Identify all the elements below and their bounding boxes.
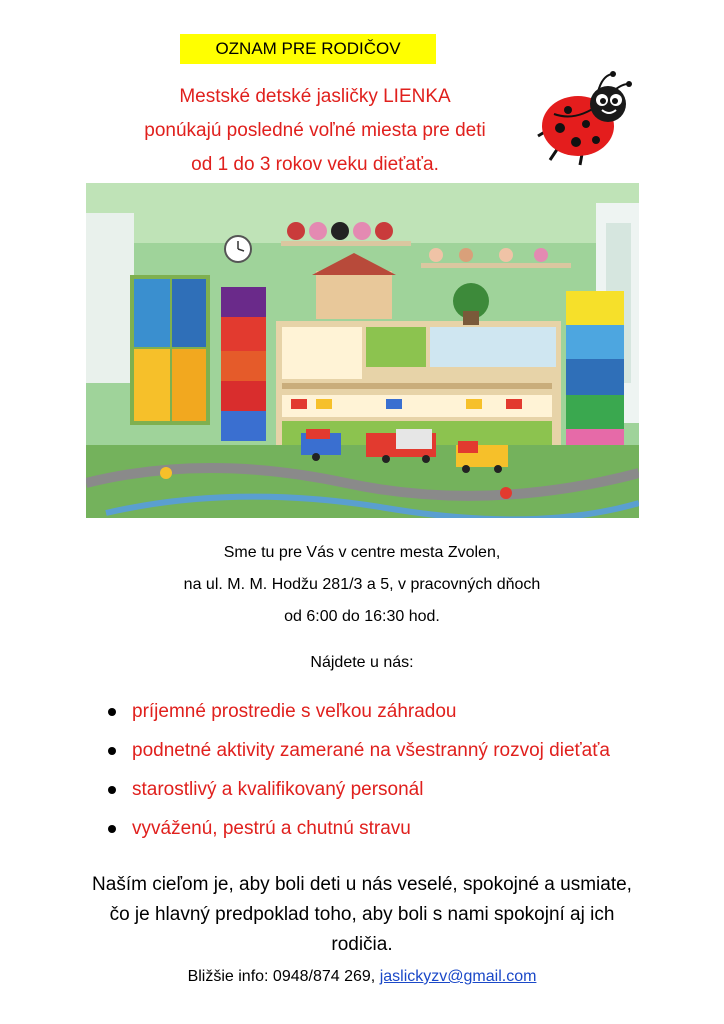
list-item: vyváženú, pestrú a chutnú stravu: [104, 813, 664, 844]
info-line-1: Sme tu pre Vás v centre mesta Zvolen,: [223, 544, 501, 561]
nursery-room-photo: [86, 183, 639, 518]
headline-line-2: ponúkajú posledné voľné miesta pre deti: [144, 120, 486, 141]
list-item: podnetné aktivity zamerané na všestranný rozvoj dieťaťa: [104, 735, 664, 766]
contact-line: [0, 962, 724, 992]
headline-line-1: Mestské detské jasličky LIENKA: [179, 86, 451, 107]
list-item: starostlivý a kvalifikovaný personál: [104, 774, 664, 805]
email-link[interactable]: jaslickyzv@gmail.com: [379, 968, 537, 985]
headline-line-3: od 1 do 3 rokov veku dieťaťa.: [191, 154, 439, 175]
ladybug-icon: [536, 70, 640, 166]
list-item: príjemné prostredie s veľkou záhradou: [104, 696, 664, 727]
closing-paragraph: Naším cieľom je, aby boli deti u nás veselé, spokojné a usmiate, čo je hlavný predpoklad toho, aby boli s nami spokojní aj ich rodičia.: [92, 874, 632, 955]
info-line-3: od 6:00 do 16:30 hod.: [284, 608, 440, 625]
info-line-2: na ul. M. M. Hodžu 281/3 a 5, v pracovných dňoch: [183, 576, 541, 593]
features-list: [104, 696, 664, 844]
contact-label: Bližšie info: 0948/874 269,: [187, 968, 376, 985]
features-intro: Nájdete u nás:: [310, 654, 414, 671]
notice-title: OZNAM PRE RODIČOV: [180, 34, 436, 64]
